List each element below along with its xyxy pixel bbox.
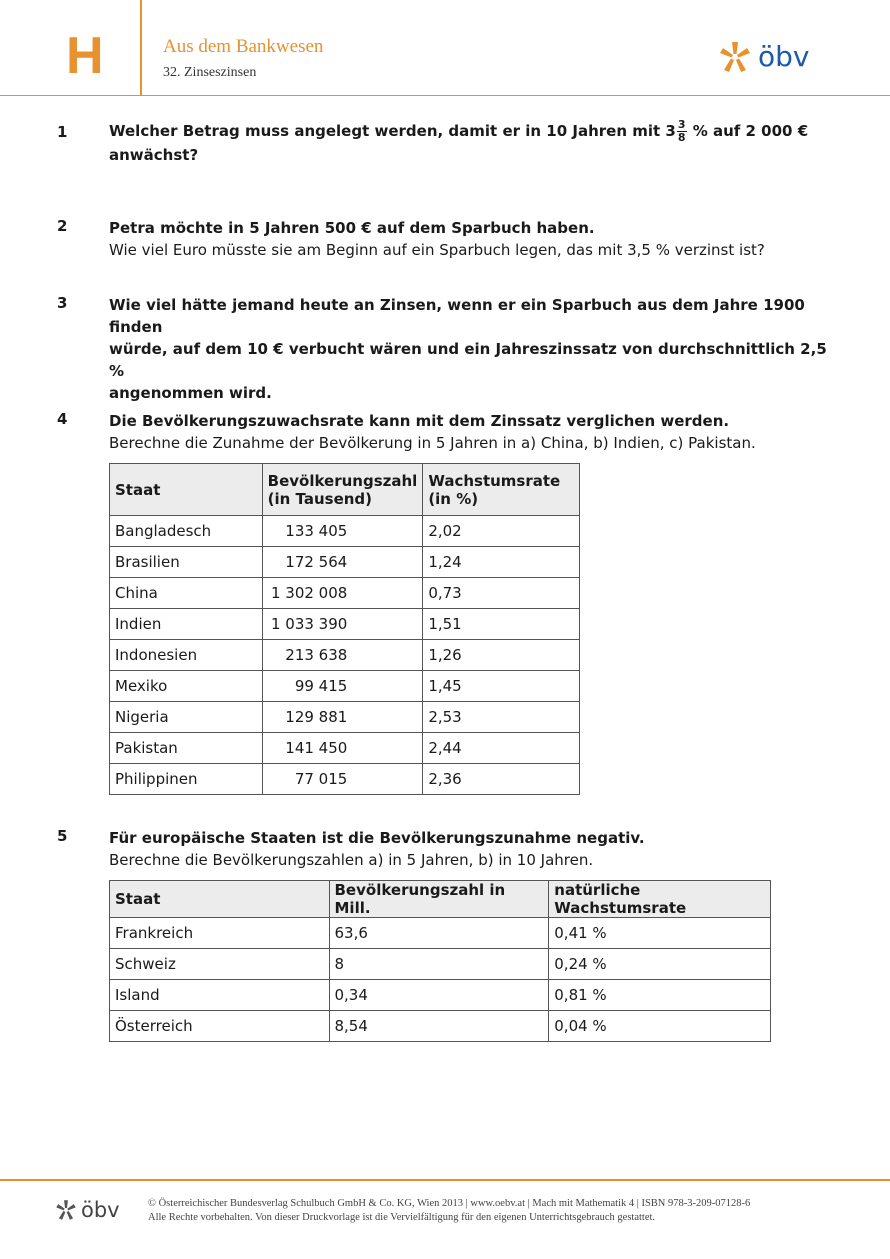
country-cell: Mexiko xyxy=(110,671,263,702)
table-row xyxy=(110,578,580,609)
table-row xyxy=(110,949,771,980)
country-cell: Philippinen xyxy=(110,764,263,795)
chapter-title: Aus dem Bankwesen xyxy=(163,36,324,57)
fraction xyxy=(677,119,687,144)
country-cell: Pakistan xyxy=(110,733,263,764)
table-row xyxy=(110,640,580,671)
table-row xyxy=(110,516,580,547)
header-cell: Staat xyxy=(110,881,330,918)
population-cell: 1 302 008 xyxy=(262,578,423,609)
table-row xyxy=(110,1011,771,1042)
population-cell: 0,34 xyxy=(329,980,549,1011)
fraction-numerator: 3 xyxy=(677,118,686,131)
task-question: Die Bevölkerungszuwachsrate kann mit dem Zinssatz verglichen werden. xyxy=(109,412,730,430)
task-line: würde, auf dem 10 € verbucht wären und ein Jahreszinssatz von durchschnittlich 2,5 % xyxy=(109,340,827,380)
page-header xyxy=(0,0,890,96)
country-cell: Frankreich xyxy=(110,918,330,949)
footer-logo-text: öbv xyxy=(81,1198,120,1222)
population-cell: 8,54 xyxy=(329,1011,549,1042)
country-cell: Brasilien xyxy=(110,547,263,578)
header-line: (in Tausend) xyxy=(267,489,373,508)
task-line xyxy=(109,119,829,144)
footer-divider xyxy=(0,1179,890,1181)
task-line: anwächst? xyxy=(109,146,199,164)
star-burst-icon xyxy=(55,1199,77,1221)
population-cell: 8 xyxy=(329,949,549,980)
fraction-denominator: 8 xyxy=(677,131,686,144)
europe-population-table xyxy=(109,880,771,1042)
rate-cell: 1,45 xyxy=(423,671,580,702)
table-row xyxy=(110,702,580,733)
task-instruction: Berechne die Bevölkerungszahlen a) in 5 Jahren, b) in 10 Jahren. xyxy=(109,851,594,869)
chapter-subtitle: 32. Zinseszinsen xyxy=(163,65,257,80)
population-cell: 129 881 xyxy=(262,702,423,733)
header-cell: natürliche Wachstumsrate xyxy=(549,881,771,918)
chapter-letter: H xyxy=(66,27,104,85)
publisher-logo xyxy=(718,40,809,74)
task-number: 4 xyxy=(57,410,68,428)
population-cell: 1 033 390 xyxy=(262,609,423,640)
footer-logo xyxy=(55,1198,120,1222)
population-cell: 63,6 xyxy=(329,918,549,949)
header-line: Wachstumsrate xyxy=(428,471,561,490)
header-line: (in %) xyxy=(428,489,479,508)
rate-cell: 0,41 % xyxy=(549,918,771,949)
task-question: Petra möchte in 5 Jahren 500 € auf dem Sparbuch haben. xyxy=(109,219,595,237)
table-row xyxy=(110,980,771,1011)
population-cell: 77 015 xyxy=(262,764,423,795)
rate-cell: 0,73 xyxy=(423,578,580,609)
country-cell: Island xyxy=(110,980,330,1011)
header-cell xyxy=(262,464,423,516)
rate-cell: 2,53 xyxy=(423,702,580,733)
task-number: 5 xyxy=(57,827,68,845)
country-cell: Österreich xyxy=(110,1011,330,1042)
population-cell: 99 415 xyxy=(262,671,423,702)
task-text xyxy=(109,410,829,454)
country-cell: Bangladesch xyxy=(110,516,263,547)
population-cell: 172 564 xyxy=(262,547,423,578)
table-row xyxy=(110,733,580,764)
country-cell: Schweiz xyxy=(110,949,330,980)
rate-cell: 2,36 xyxy=(423,764,580,795)
table-row xyxy=(110,609,580,640)
header-cell: Bevölkerungszahl in Mill. xyxy=(329,881,549,918)
country-cell: Indonesien xyxy=(110,640,263,671)
task-number: 2 xyxy=(57,217,68,235)
task-text xyxy=(109,827,829,871)
rate-cell: 1,26 xyxy=(423,640,580,671)
task-text xyxy=(109,119,829,166)
population-cell: 133 405 xyxy=(262,516,423,547)
header-cell xyxy=(423,464,580,516)
task-instruction: Berechne die Zunahme der Bevölkerung in 5 Jahren in a) China, b) Indien, c) Pakistan. xyxy=(109,434,756,452)
copyright-line: Alle Rechte vorbehalten. Von dieser Druckvorlage ist die Vervielfältigung für den eigenen Unterrichtsgebrauch gestattet. xyxy=(148,1212,656,1223)
copyright-notice xyxy=(148,1197,750,1225)
task-line: Wie viel hätte jemand heute an Zinsen, wenn er ein Sparbuch aus dem Jahre 1900 finden xyxy=(109,296,805,336)
header-cell: Staat xyxy=(110,464,263,516)
task-question: Für europäische Staaten ist die Bevölkerungszunahme negativ. xyxy=(109,829,645,847)
table-row xyxy=(110,547,580,578)
country-cell: China xyxy=(110,578,263,609)
rate-cell: 2,02 xyxy=(423,516,580,547)
rate-cell: 0,24 % xyxy=(549,949,771,980)
task-number: 1 xyxy=(57,123,68,141)
country-cell: Nigeria xyxy=(110,702,263,733)
rate-cell: 1,24 xyxy=(423,547,580,578)
population-table xyxy=(109,463,580,795)
table-row xyxy=(110,764,580,795)
header-divider xyxy=(140,0,142,95)
header-line: Bevölkerungszahl xyxy=(267,471,418,490)
population-cell: 213 638 xyxy=(262,640,423,671)
table-header-row xyxy=(110,881,771,918)
text-segment: % auf 2 000 € xyxy=(687,122,809,140)
country-cell: Indien xyxy=(110,609,263,640)
rate-cell: 1,51 xyxy=(423,609,580,640)
table-row xyxy=(110,918,771,949)
copyright-line: © Österreichischer Bundesverlag Schulbuch GmbH & Co. KG, Wien 2013 | www.oebv.at | Mach mit Mathematik 4 | ISBN 978-3-209-07128-6 xyxy=(148,1198,751,1209)
rate-cell: 0,04 % xyxy=(549,1011,771,1042)
text-segment: Welcher Betrag muss angelegt werden, damit er in 10 Jahren mit 3 xyxy=(109,122,676,140)
task-text xyxy=(109,217,829,261)
task-line: angenommen wird. xyxy=(109,384,272,402)
star-burst-icon xyxy=(718,40,752,74)
population-cell: 141 450 xyxy=(262,733,423,764)
rate-cell: 2,44 xyxy=(423,733,580,764)
rate-cell: 0,81 % xyxy=(549,980,771,1011)
table-row xyxy=(110,671,580,702)
task-number: 3 xyxy=(57,294,68,312)
logo-text: öbv xyxy=(758,40,810,73)
table-header-row xyxy=(110,464,580,516)
task-text xyxy=(109,294,829,404)
task-instruction: Wie viel Euro müsste sie am Beginn auf ein Sparbuch legen, das mit 3,5 % verzinst ist? xyxy=(109,241,765,259)
